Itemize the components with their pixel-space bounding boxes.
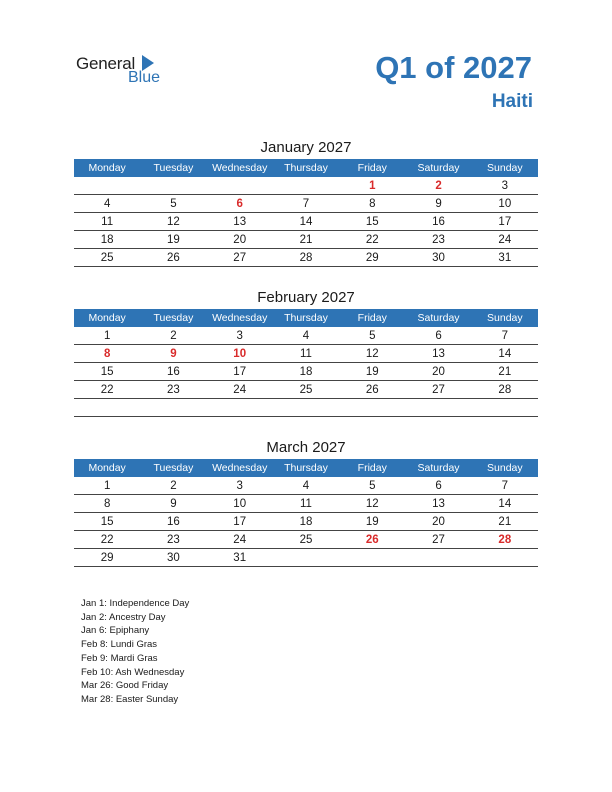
weekday-label: Monday	[88, 462, 126, 474]
week-row	[74, 345, 538, 363]
week-row	[74, 477, 538, 495]
day-cell	[273, 177, 339, 194]
holiday-item: Mar 28: Easter Sunday	[81, 693, 179, 705]
holiday-item: Mar 26: Good Friday	[81, 680, 169, 692]
day-cell: 20	[432, 516, 445, 528]
day-cell	[273, 399, 339, 416]
day-cell: 23	[167, 534, 180, 546]
day-cell: 12	[365, 348, 379, 360]
day-cell: 25	[299, 384, 313, 396]
day-cell: 2	[170, 480, 177, 492]
day-cell: 24	[498, 234, 512, 246]
day-cell: 28	[498, 384, 512, 396]
month-calendar	[74, 437, 538, 567]
day-cell: 5	[369, 480, 376, 492]
day-cell	[405, 549, 471, 566]
week-row	[74, 327, 538, 345]
day-cell: 28	[299, 252, 313, 264]
day-cell: 8	[103, 348, 111, 360]
day-cell: 17	[233, 516, 247, 528]
day-cell: 24	[233, 384, 247, 396]
day-cell: 10	[498, 198, 512, 210]
day-cell: 1	[369, 180, 376, 192]
day-cell: 13	[432, 348, 445, 360]
day-cell: 3	[501, 180, 509, 192]
week-row	[74, 381, 538, 399]
day-cell: 30	[432, 252, 445, 264]
day-cell: 8	[369, 198, 376, 210]
day-cell: 1	[103, 480, 111, 492]
day-cell	[339, 399, 405, 416]
week-row	[74, 513, 538, 531]
weekday-label: Saturday	[417, 162, 460, 174]
day-cell: 26	[365, 384, 379, 396]
weekday-label: Sunday	[487, 462, 523, 474]
day-cell	[140, 399, 206, 416]
weekday-label: Sunday	[487, 162, 523, 174]
day-cell: 7	[302, 198, 310, 210]
weekday-header	[74, 159, 538, 177]
day-cell: 22	[100, 534, 114, 546]
week-row	[74, 531, 538, 549]
weekday-label: Monday	[88, 162, 126, 174]
day-cell: 13	[432, 498, 445, 510]
holiday-item: Jan 6: Epiphany	[81, 625, 150, 637]
weekday-label: Saturday	[417, 462, 460, 474]
weekday-label: Friday	[357, 462, 387, 474]
weekday-header	[74, 459, 538, 477]
week-row	[74, 177, 538, 195]
day-cell: 23	[167, 384, 180, 396]
holiday-item: Feb 9: Mardi Gras	[81, 652, 158, 664]
day-cell: 26	[167, 252, 180, 264]
day-cell: 14	[299, 216, 313, 228]
day-cell: 10	[233, 348, 247, 360]
day-cell: 8	[103, 498, 111, 510]
day-cell: 11	[300, 348, 312, 360]
day-cell: 31	[498, 252, 512, 264]
week-row	[74, 363, 538, 381]
day-cell: 9	[170, 348, 177, 360]
day-cell: 3	[236, 330, 243, 342]
day-cell	[405, 399, 471, 416]
day-cell: 6	[435, 330, 442, 342]
holiday-item: Jan 2: Ancestry Day	[81, 611, 166, 623]
day-cell: 19	[167, 234, 180, 246]
day-cell: 14	[498, 498, 512, 510]
week-row	[74, 195, 538, 213]
day-cell: 2	[170, 330, 177, 342]
day-cell: 29	[100, 552, 114, 564]
day-cell: 17	[498, 216, 512, 228]
weekday-label: Saturday	[417, 312, 460, 324]
day-cell: 16	[167, 516, 180, 528]
weekday-label: Thursday	[284, 312, 328, 324]
weekday-label: Tuesday	[153, 462, 194, 474]
month-title: January 2027	[260, 139, 352, 156]
day-cell: 15	[100, 366, 114, 378]
day-cell	[74, 177, 140, 194]
weekday-header	[74, 309, 538, 327]
week-row	[74, 213, 538, 231]
weekday-label: Wednesday	[212, 162, 268, 174]
day-cell: 22	[365, 234, 379, 246]
holiday-item: Feb 8: Lundi Gras	[81, 639, 158, 651]
day-cell: 27	[432, 534, 445, 546]
day-cell	[74, 399, 140, 416]
holiday-item: Feb 10: Ash Wednesday	[81, 666, 185, 678]
weekday-label: Friday	[357, 312, 387, 324]
week-row	[74, 249, 538, 267]
month-title: February 2027	[257, 289, 355, 306]
country-name: Haiti	[491, 91, 533, 112]
day-cell: 25	[100, 252, 114, 264]
day-cell: 25	[299, 534, 313, 546]
holiday-item: Jan 1: Independence Day	[81, 598, 190, 609]
day-cell: 3	[236, 480, 243, 492]
logo-blue-text: Blue	[128, 69, 161, 86]
logo-general-text: General	[76, 54, 136, 73]
day-cell: 26	[365, 534, 379, 546]
weekday-label: Sunday	[487, 312, 523, 324]
day-cell: 9	[170, 498, 177, 510]
weekday-label: Tuesday	[153, 312, 194, 324]
week-row	[74, 495, 538, 513]
day-cell: 12	[365, 498, 379, 510]
day-cell: 21	[498, 366, 512, 378]
day-cell: 27	[432, 384, 445, 396]
day-cell	[472, 549, 538, 566]
weekday-label: Friday	[357, 162, 387, 174]
day-cell: 12	[167, 216, 180, 228]
day-cell: 11	[300, 498, 312, 510]
day-cell	[472, 399, 538, 416]
day-cell: 4	[302, 480, 310, 492]
day-cell	[273, 549, 339, 566]
day-cell: 14	[498, 348, 512, 360]
day-cell: 30	[167, 552, 180, 564]
day-cell: 23	[432, 234, 445, 246]
day-cell: 15	[365, 216, 379, 228]
weekday-label: Tuesday	[153, 162, 194, 174]
day-cell: 5	[369, 330, 376, 342]
day-cell: 16	[432, 216, 445, 228]
day-cell: 21	[498, 516, 512, 528]
week-row	[74, 549, 538, 567]
week-row	[74, 231, 538, 249]
day-cell: 6	[236, 198, 243, 210]
month-calendar	[74, 137, 538, 267]
day-cell: 4	[103, 198, 111, 210]
day-cell: 18	[100, 234, 114, 246]
day-cell: 18	[299, 516, 313, 528]
day-cell: 10	[233, 498, 247, 510]
weekday-label: Thursday	[284, 462, 328, 474]
day-cell: 20	[233, 234, 247, 246]
weekday-label: Wednesday	[212, 312, 268, 324]
weekday-label: Thursday	[284, 162, 328, 174]
day-cell: 11	[101, 216, 114, 228]
weekday-label: Wednesday	[212, 462, 268, 474]
day-cell: 7	[501, 330, 509, 342]
day-cell: 1	[103, 330, 111, 342]
day-cell: 9	[435, 198, 442, 210]
day-cell: 5	[170, 198, 177, 210]
day-cell	[140, 177, 206, 194]
day-cell: 2	[435, 180, 442, 192]
day-cell: 7	[501, 480, 509, 492]
day-cell: 13	[233, 216, 247, 228]
day-cell: 27	[233, 252, 247, 264]
page-title: Q1 of 2027	[375, 50, 532, 85]
day-cell: 19	[365, 516, 379, 528]
day-cell: 4	[302, 330, 310, 342]
month-calendar	[74, 287, 538, 417]
logo	[76, 52, 176, 88]
weekday-label: Monday	[88, 312, 126, 324]
day-cell: 16	[167, 366, 180, 378]
day-cell: 6	[435, 480, 442, 492]
day-cell: 20	[432, 366, 445, 378]
day-cell: 24	[233, 534, 247, 546]
day-cell: 17	[233, 366, 247, 378]
holiday-list	[81, 597, 189, 707]
day-cell: 28	[498, 534, 512, 546]
day-cell: 29	[365, 252, 379, 264]
week-row	[74, 399, 538, 417]
month-title: March 2027	[266, 439, 346, 456]
day-cell: 19	[365, 366, 379, 378]
day-cell	[339, 549, 405, 566]
day-cell	[207, 399, 273, 416]
day-cell: 21	[299, 234, 313, 246]
day-cell: 22	[100, 384, 114, 396]
day-cell: 18	[299, 366, 313, 378]
day-cell: 15	[100, 516, 114, 528]
day-cell	[207, 177, 273, 194]
day-cell: 31	[233, 552, 247, 564]
